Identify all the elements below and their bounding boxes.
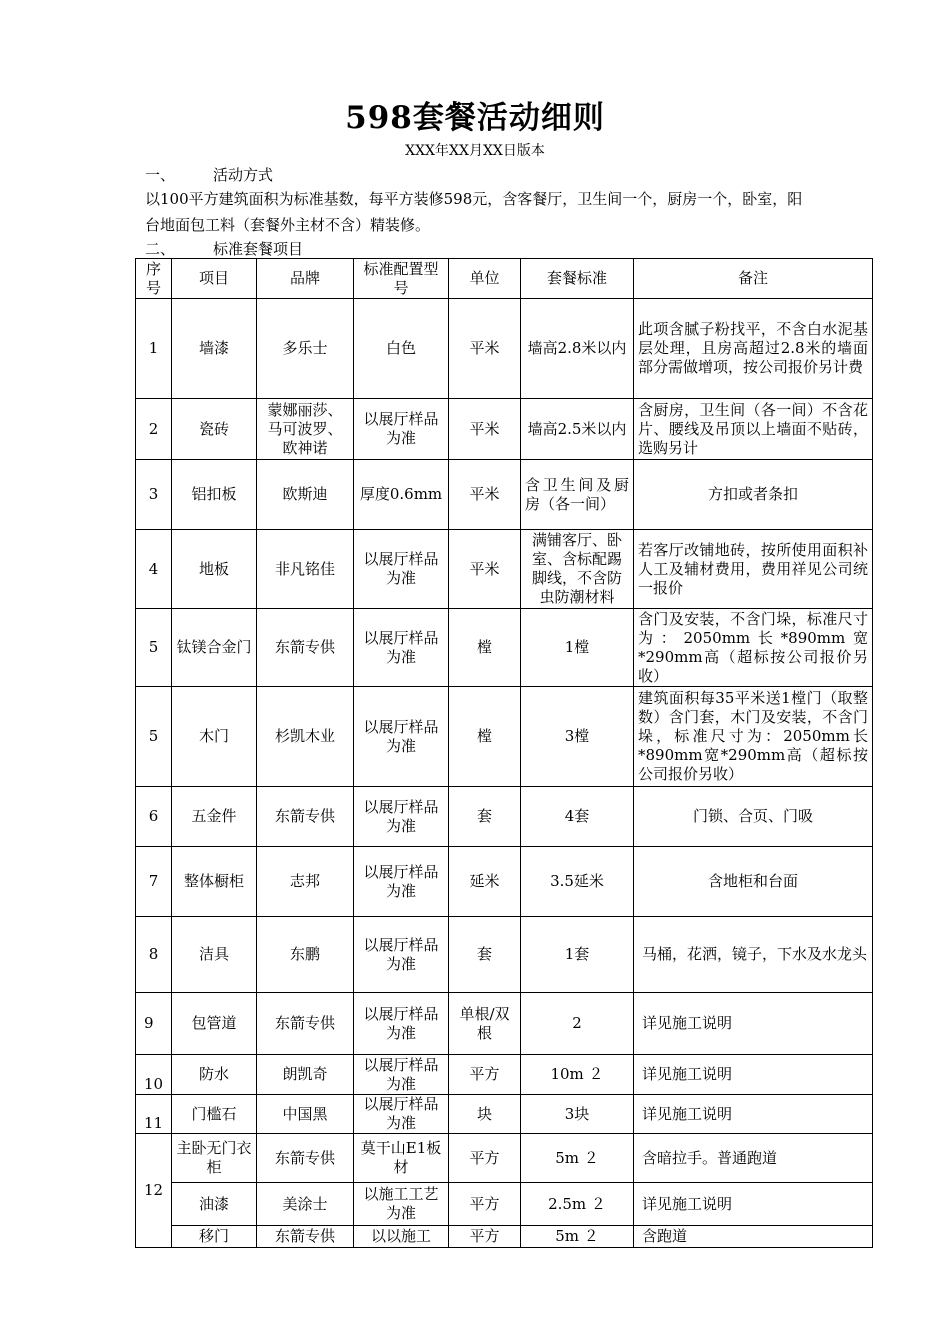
unit-cell: 延米: [449, 847, 521, 917]
item-cell: 移门: [172, 1226, 257, 1248]
spec-cell: 莫干山E1板材: [354, 1134, 449, 1183]
spec-cell: 以施工工艺为准: [354, 1183, 449, 1226]
row-number: 8: [136, 917, 172, 993]
section-number: 一、: [145, 166, 176, 184]
spec-cell: 以以施工: [354, 1226, 449, 1248]
item-cell: 门槛石: [172, 1095, 257, 1134]
unit-cell: 单根/双根: [449, 993, 521, 1055]
header-cell: 序号: [136, 259, 172, 299]
item-cell: 钛镁合金门: [172, 609, 257, 687]
table-row: [136, 687, 873, 787]
spec-cell: 以展厅样品为准: [354, 847, 449, 917]
table-row: [136, 399, 873, 460]
brand-cell: 东箭专供: [257, 1134, 354, 1183]
row-number: 5: [136, 687, 172, 787]
unit-cell: 樘: [449, 687, 521, 787]
standard-cell: 2.5m ２: [521, 1183, 634, 1226]
header-cell: 品牌: [257, 259, 354, 299]
note-cell: 详见施工说明: [634, 1183, 873, 1226]
spec-cell: 以展厅样品为准: [354, 787, 449, 847]
table-row: [136, 299, 873, 399]
note-cell: 门锁、合页、门吸: [634, 787, 873, 847]
standard-cell: 2: [521, 993, 634, 1055]
item-cell: 防水: [172, 1055, 257, 1095]
note-cell: 含地柜和台面: [634, 847, 873, 917]
header-cell: 标准配置型号: [354, 259, 449, 299]
intro-paragraph: 以100平方建筑面积为标准基数，每平方装修598元，含客餐厅，卫生间一个，厨房一个，卧室，阳台地面包工料（套餐外主材不含）精装修。: [145, 190, 803, 234]
unit-cell: 平米: [449, 460, 521, 530]
unit-cell: 平米: [449, 530, 521, 609]
table-row: [136, 847, 873, 917]
section-heading-1: [145, 164, 273, 185]
page-title: 598套餐活动细则: [345, 100, 605, 136]
spec-cell: 以展厅样品为准: [354, 609, 449, 687]
row-number: 1: [136, 299, 172, 399]
note-cell: 详见施工说明: [634, 1095, 873, 1134]
note-cell: 含跑道: [634, 1226, 873, 1248]
unit-cell: 套: [449, 787, 521, 847]
header-cell: 单位: [449, 259, 521, 299]
row-number: 4: [136, 530, 172, 609]
unit-cell: 平方: [449, 1134, 521, 1183]
unit-cell: 块: [449, 1095, 521, 1134]
item-cell: 地板: [172, 530, 257, 609]
standard-cell: 1套: [521, 917, 634, 993]
spec-cell: 白色: [354, 299, 449, 399]
standard-cell: 5m ２: [521, 1226, 634, 1248]
brand-cell: 东鹏: [257, 917, 354, 993]
item-cell: 铝扣板: [172, 460, 257, 530]
brand-cell: 中国黑: [257, 1095, 354, 1134]
section-label: 活动方式: [213, 166, 274, 184]
spec-cell: 以展厅样品为准: [354, 1095, 449, 1134]
table-row: [136, 1226, 873, 1248]
brand-cell: 东箭专供: [257, 993, 354, 1055]
header-cell: 备注: [634, 259, 873, 299]
item-cell: 瓷砖: [172, 399, 257, 460]
table-row: [136, 993, 873, 1055]
unit-cell: 平米: [449, 399, 521, 460]
brand-cell: 美涂士: [257, 1183, 354, 1226]
row-number: 3: [136, 460, 172, 530]
version-line: XXX年XX月XX日版本: [405, 143, 545, 159]
table-row: [136, 787, 873, 847]
standard-cell: 3樘: [521, 687, 634, 787]
brand-cell: 东箭专供: [257, 1226, 354, 1248]
standard-cell: 满铺客厅、卧室、含标配踢脚线，不含防虫防潮材料: [521, 530, 634, 609]
brand-cell: 志邦: [257, 847, 354, 917]
spec-cell: 以展厅样品为准: [354, 530, 449, 609]
item-cell: 洁具: [172, 917, 257, 993]
row-number: 11: [136, 1095, 172, 1134]
spec-cell: 以展厅样品为准: [354, 687, 449, 787]
spec-cell: 以展厅样品为准: [354, 399, 449, 460]
item-cell: 五金件: [172, 787, 257, 847]
table-row: [136, 1055, 873, 1095]
row-number: 12: [136, 1134, 172, 1248]
section-heading-2: [145, 238, 303, 259]
item-cell: 墙漆: [172, 299, 257, 399]
standard-cell: 4套: [521, 787, 634, 847]
item-cell: 主卧无门衣柜: [172, 1134, 257, 1183]
standard-cell: 含卫生间及厨房（各一间）: [521, 460, 634, 530]
spec-cell: 以展厅样品为准: [354, 993, 449, 1055]
unit-cell: 平方: [449, 1183, 521, 1226]
table-row: [136, 1134, 873, 1183]
table-header-row: [136, 259, 873, 299]
brand-cell: 非凡铭佳: [257, 530, 354, 609]
table-row: [136, 460, 873, 530]
item-cell: 油漆: [172, 1183, 257, 1226]
spec-cell: 以展厅样品为准: [354, 1055, 449, 1095]
note-cell: 含门及安装，不含门垛，标准尺寸为：2050mm长*890mm宽*290mm高（超标按公司报价另收）: [634, 609, 873, 687]
spec-cell: 以展厅样品为准: [354, 917, 449, 993]
standard-cell: 3块: [521, 1095, 634, 1134]
table-row: [136, 1095, 873, 1134]
row-number: 7: [136, 847, 172, 917]
brand-cell: 蒙娜丽莎、马可波罗、欧神诺: [257, 399, 354, 460]
note-cell: 建筑面积每35平米送1樘门（取整数）含门套，木门及安装，不含门垛，标准尺寸为：2050mm长*890mm宽*290mm高（超标按公司报价另收）: [634, 687, 873, 787]
standard-cell: 墙高2.8米以内: [521, 299, 634, 399]
section-label: 标准套餐项目: [213, 240, 304, 258]
standard-cell: 10m ２: [521, 1055, 634, 1095]
package-table: [135, 258, 873, 1248]
unit-cell: 套: [449, 917, 521, 993]
note-cell: 方扣或者条扣: [634, 460, 873, 530]
row-number: 9: [136, 993, 172, 1055]
brand-cell: 朗凯奇: [257, 1055, 354, 1095]
note-cell: 含暗拉手。普通跑道: [634, 1134, 873, 1183]
brand-cell: 杉凯木业: [257, 687, 354, 787]
note-cell: 马桶，花洒，镜子，下水及水龙头: [634, 917, 873, 993]
section-number: 二、: [145, 240, 176, 258]
row-number: 5: [136, 609, 172, 687]
spec-cell: 厚度0.6mm: [354, 460, 449, 530]
note-cell: 详见施工说明: [634, 993, 873, 1055]
brand-cell: 东箭专供: [257, 787, 354, 847]
header-cell: 项目: [172, 259, 257, 299]
table-row: [136, 609, 873, 687]
note-cell: 此项含腻子粉找平，不含白水泥基层处理，且房高超过2.8米的墙面部分需做增项，按公司报价另计费: [634, 299, 873, 399]
standard-cell: 墙高2.5米以内: [521, 399, 634, 460]
item-cell: 木门: [172, 687, 257, 787]
brand-cell: 多乐士: [257, 299, 354, 399]
note-cell: 若客厅改铺地砖，按所使用面积补人工及辅材费用，费用祥见公司统一报价: [634, 530, 873, 609]
unit-cell: 樘: [449, 609, 521, 687]
item-cell: 整体橱柜: [172, 847, 257, 917]
note-cell: 详见施工说明: [634, 1055, 873, 1095]
brand-cell: 欧斯迪: [257, 460, 354, 530]
unit-cell: 平方: [449, 1226, 521, 1248]
table-row: [136, 530, 873, 609]
standard-cell: 1樘: [521, 609, 634, 687]
table-row: [136, 917, 873, 993]
row-number: 2: [136, 399, 172, 460]
row-number: 6: [136, 787, 172, 847]
header-cell: 套餐标准: [521, 259, 634, 299]
table-row: [136, 1183, 873, 1226]
standard-cell: 3.5延米: [521, 847, 634, 917]
brand-cell: 东箭专供: [257, 609, 354, 687]
unit-cell: 平方: [449, 1055, 521, 1095]
note-cell: 含厨房，卫生间（各一间）不含花片、腰线及吊顶以上墙面不贴砖，选购另计: [634, 399, 873, 460]
standard-cell: 5m ２: [521, 1134, 634, 1183]
unit-cell: 平米: [449, 299, 521, 399]
row-number: 10: [136, 1055, 172, 1095]
item-cell: 包管道: [172, 993, 257, 1055]
